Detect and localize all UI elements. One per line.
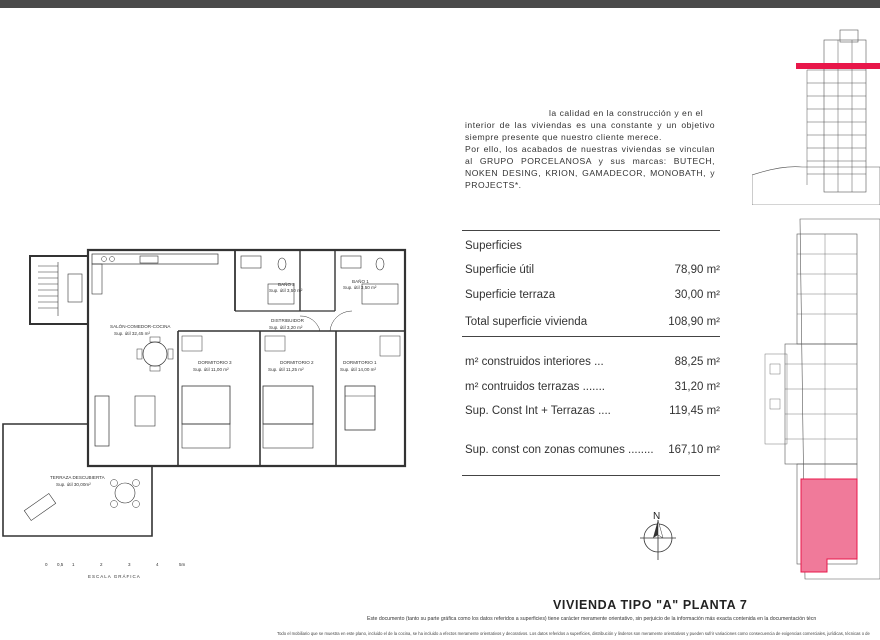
superficie-row-value: 78,90 m² xyxy=(674,264,720,276)
superficies-bottom-rule xyxy=(462,475,720,476)
superficies-mid-rule xyxy=(462,336,720,337)
intro-paragraph-2: Por ello, los acabados de nuestras viviendas se vinculan al GRUPO PORCELANOSA y sus marcas: BUTECH, NOKEN DESING, KRION, GAMADECOR, MONOBATH, y PROJECTS*. xyxy=(465,144,715,190)
compass-letter: N xyxy=(653,511,661,522)
floor-plan xyxy=(0,236,420,566)
scale-tick: 1 xyxy=(72,562,75,567)
superficie-row-label: Sup. Const Int + Terrazas .... xyxy=(465,405,611,417)
intro-line-1: la calidad en la construcción y en el xyxy=(549,108,704,118)
room-area: Sup. útil 3,50 m² xyxy=(269,288,303,293)
superficie-row-value: 88,25 m² xyxy=(674,356,720,368)
scale-tick: 3 xyxy=(128,562,131,567)
current-floor-marker xyxy=(796,63,880,69)
scale-tick: 2 xyxy=(100,562,103,567)
superficie-row-label: Superficie útil xyxy=(465,264,535,276)
scale-tick: 0 xyxy=(45,562,48,567)
room-name: SALÓN-COMEDOR-COCINA xyxy=(110,324,171,329)
superficie-row-value: 167,10 m² xyxy=(668,444,720,456)
footer-disclaimer-2: Todo el mobiliario que se muestra en este plano, incluido el de la cocina, se ha incluido a efectos meramente orientativos y decorativos. Los datos referidos a superficies, distribución y linderos son meramente orientativos y pueden sufrir variaciones como consecuencia de exigencias comerciales, jurídicas, técnicas o de xyxy=(277,631,870,636)
room-area: Sup. útil 30,00m² xyxy=(56,482,91,487)
room-name: DORMITORIO 2 xyxy=(280,360,314,365)
room-name: DORMITORIO 1 xyxy=(343,360,377,365)
room-name: DORMITORIO 3 xyxy=(198,360,232,365)
superficie-row-value: 119,45 m² xyxy=(669,405,720,417)
footer-disclaimer-1: Este documento (tanto su parte gráfica como los datos referidos a superficies) tiene carácter meramente orientativo, sin perjuicio de la información más exacta contenida en la documentación técn xyxy=(367,616,817,622)
room-area: Sup. útil 32,45 m² xyxy=(114,331,151,336)
superficie-row-label: Total superficie vivienda xyxy=(465,316,588,328)
current-unit-highlight xyxy=(801,479,857,572)
building-elevation xyxy=(752,25,880,205)
page-title: VIVIENDA TIPO "A" PLANTA 7 xyxy=(553,598,748,612)
room-area: Sup. útil 3,50 m² xyxy=(343,285,377,290)
superficie-row-value: 30,00 m² xyxy=(674,289,720,301)
top-bar xyxy=(0,0,880,8)
scale-tick: 0,5 xyxy=(57,562,64,567)
room-area: Sup. útil 14,00 m² xyxy=(340,367,377,372)
site-plan xyxy=(755,214,880,584)
room-area: Sup. útil 11,25 m² xyxy=(268,367,304,372)
intro-line-rest: interior de las viviendas es una constante y un objetivo siempre presente que nuestro cliente merece. xyxy=(465,120,715,142)
superficie-row-value: 31,20 m² xyxy=(674,381,720,393)
room-area: Sup. útil 3,20 m² xyxy=(269,325,303,330)
room-name: TERRAZA DESCUBIERTA xyxy=(50,475,105,480)
intro-text xyxy=(465,107,715,191)
room-name: BAÑO 2 xyxy=(278,282,295,287)
superficie-row-label: Sup. const con zonas comunes ........ xyxy=(465,444,654,456)
room-area: Sup. útil 11,00 m² xyxy=(193,367,229,372)
scale-label: ESCALA GRÁFICA xyxy=(88,574,141,579)
superficie-row-label: m² contruidos terrazas ....... xyxy=(465,381,605,393)
scale-tick: 5m xyxy=(179,562,186,567)
scale-tick: 4 xyxy=(156,562,159,567)
room-name: DISTRIBUIDOR xyxy=(271,318,304,323)
north-compass-icon xyxy=(640,508,680,568)
superficie-row-value: 108,90 m² xyxy=(668,316,720,328)
superficie-row-label: m² construidos interiores ... xyxy=(465,356,604,368)
superficies-top-rule xyxy=(462,230,720,231)
superficie-row-label: Superficie terraza xyxy=(465,289,556,301)
superficies-heading: Superficies xyxy=(465,240,522,252)
room-name: BAÑO 1 xyxy=(352,279,369,284)
